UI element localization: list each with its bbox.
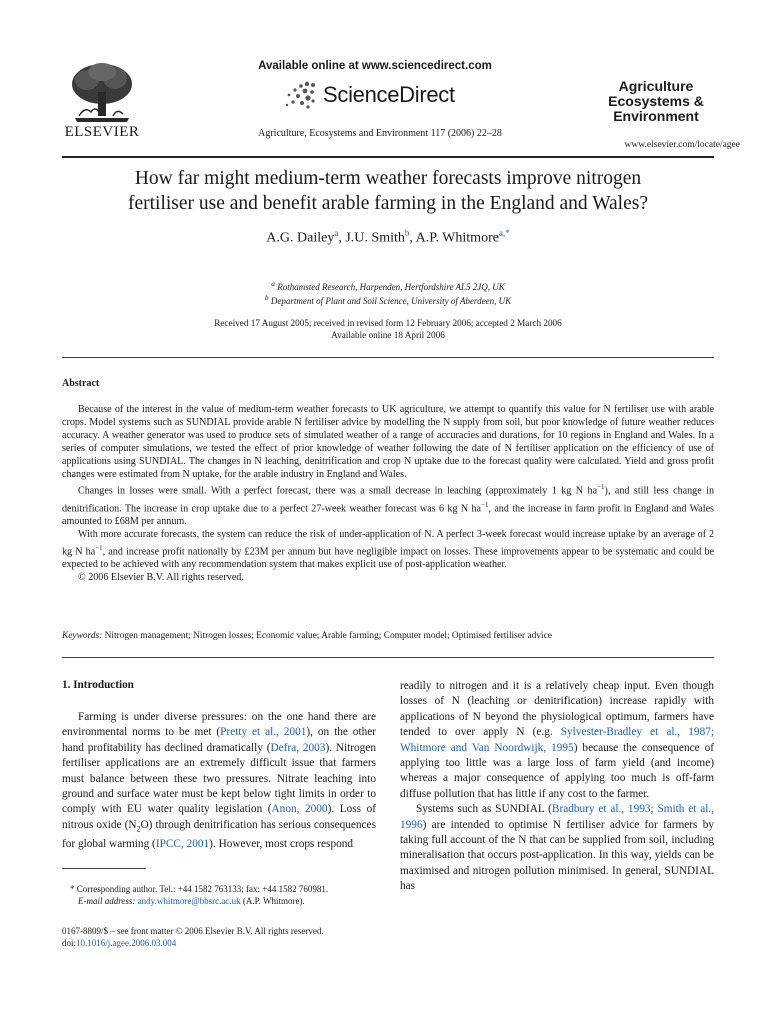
abstract-text: With more accurate forecasts, the system can reduce the risk of under-application of N. A perfect 3-week forecast would increase uptake by an average of 2 kg N ha xyxy=(62,528,714,558)
journal-name-line: Agriculture xyxy=(618,78,694,94)
author-affiliation-marker[interactable]: a,* xyxy=(498,228,510,238)
header-divider xyxy=(62,156,714,158)
title-line: How far might medium-term weather forecasts improve nitrogen xyxy=(134,168,642,189)
available-online-text[interactable]: Available online at www.sciencedirect.com xyxy=(258,60,492,72)
body-text: ) because the consequence of applying too little was a large loss of farm yield (and income) whereas a major consequence of applying too much is off-farm diffuse pollution that has little if any cost to the farmer. xyxy=(400,741,714,800)
affiliation xyxy=(62,293,714,306)
corresponding-author-footnote xyxy=(62,883,392,907)
email-suffix: (A.P. Whitmore). xyxy=(240,896,305,906)
unit-superscript: −1 xyxy=(95,543,103,552)
received-dates: Received 17 August 2005; received in revised form 12 February 2006; accepted 2 March 2006 xyxy=(214,318,562,328)
author-name: A.P. Whitmore xyxy=(415,230,499,246)
elsevier-tree-icon xyxy=(65,60,139,124)
doi-label: doi: xyxy=(62,938,77,949)
right-column xyxy=(400,679,714,895)
reference-link[interactable]: Bradbury et al., 1993; Smith et al., 1996 xyxy=(400,803,715,831)
author-list xyxy=(62,228,714,247)
sciencedirect-logo[interactable] xyxy=(283,78,455,112)
sciencedirect-dots-icon xyxy=(283,80,319,110)
abstract-text: ), and still less change in denitrification. The increase in crop uptake due to a perfect 27-week weather forecast was 6 kg N ha xyxy=(62,485,715,515)
body-text: readily to nitrogen and it is a relatively cheap input. Even though losses of N (leaching or denitrification) increase rapidly with applications of N beyond the physiological optimum, farmers have tended to over apply N (e.g. xyxy=(400,680,714,739)
body-text: O) through denitrification has serious consequences for global warming ( xyxy=(62,818,376,850)
body-paragraph xyxy=(400,679,714,802)
reference-link[interactable]: Pretty et al., 2001 xyxy=(220,726,307,739)
title-line: fertiliser use and benefit arable farming in the England and Wales? xyxy=(127,193,649,214)
author-affiliation-marker[interactable]: a xyxy=(334,228,339,238)
email-line xyxy=(62,895,392,907)
affiliation-marker: b xyxy=(264,293,269,302)
keywords xyxy=(62,631,714,641)
doi-link[interactable]: 10.1016/j.agee.2006.03.004 xyxy=(76,938,177,949)
body-text: ), on the other hand profitability has declined dramatically ( xyxy=(62,726,377,754)
publisher-name: ELSEVIER xyxy=(64,124,140,140)
author-separator: , xyxy=(409,230,416,246)
abstract-body xyxy=(62,404,714,585)
keywords-text: Nitrogen management; Nitrogen losses; Economic value; Arable farming; Computer model; Optimised fertiliser advice xyxy=(104,631,552,641)
body-text: ). However, most crops respond xyxy=(209,837,354,850)
body-text: ) are intended to optimise N fertiliser advice for farmers by taking full account of the N that can be supplied from soil, including mineralisation that occurs post-application. In this way, yields can be maximised and nitrogen pollution minimised. In general, SUNDIAL has xyxy=(400,818,714,893)
body-paragraph xyxy=(62,710,376,852)
affiliation-marker: a xyxy=(271,279,275,288)
abstract-top-divider xyxy=(62,357,714,358)
journal-name xyxy=(582,79,730,124)
body-text: ). Nitrogen fertiliser applications are an extremely difficult issue that farmers must balance between these two pressures. Nitrate leaching into ground and surface water must be kept below tight limits in order to comply with EU water quality legislation ( xyxy=(62,741,376,816)
abstract-text: , and increase profit nationally by £23M per annum but have negligible impact on losses. These improvements appear to be systematic and could be expected to be achieved with any recommendation system that makes explicit use of post-application weather. xyxy=(62,546,714,571)
abstract-bottom-divider xyxy=(62,657,714,658)
affiliation-text: Rothamsted Research, Harpenden, Hertfordshire AL5 2JQ, UK xyxy=(277,282,505,292)
author-name: A.G. Dailey xyxy=(266,230,335,246)
abstract-paragraph xyxy=(62,529,714,572)
journal-name-line: Ecosystems & xyxy=(608,93,704,109)
front-matter xyxy=(62,925,392,949)
reference-link[interactable]: IPCC, 2001 xyxy=(155,837,210,850)
footnote-divider xyxy=(62,868,146,869)
body-paragraph xyxy=(400,802,714,894)
journal-name-line: Environment xyxy=(613,108,699,124)
abstract-paragraph: Because of the interest in the value of medium-term weather forecasts to UK agriculture, we attempt to quantify this value for N fertiliser use with arable crops. Model systems such as SUNDIAL provide arable N fertiliser advice by modelling the N supply from soil, but poor knowledge of future weather reduces accuracy. A weather generator was used to produce sets of simulated weather of a range of accuracies and durations, for 10 regions in England and Wales. In a series of computer simulations, we tested the effect of prior knowledge of weather following the date of N fertiliser application on the efficiency of use of applications using SUNDIAL. The changes in N leaching, denitrification and crop N uptake due to the forecast quality were calculated. Yield and gross profit changes were estimated from N uptake, for the arable industry in England and Wales. xyxy=(62,404,714,480)
subscript: 2 xyxy=(136,824,141,834)
reference-link[interactable]: Defra, 2003 xyxy=(270,741,326,754)
email-label: E-mail address: xyxy=(78,896,136,906)
reference-link[interactable]: Anon, 2000 xyxy=(271,803,328,816)
left-column xyxy=(62,710,376,852)
abstract-text: Changes in losses were small. With a perfect forecast, there was a small decrease in leaching (approximately 1 kg N ha xyxy=(78,485,598,497)
abstract-heading: Abstract xyxy=(62,378,100,389)
corresponding-author-text: * Corresponding author. Tel.: +44 1582 763133; fax: +44 1582 760981. xyxy=(70,884,329,894)
issn-line: 0167-8809/$ – see front matter © 2006 Elsevier B.V. All rights reserved. xyxy=(62,926,324,936)
abstract-text: , and the increase in farm profit in England and Wales amounted to £68M per annum. xyxy=(62,503,714,527)
doi-line xyxy=(62,937,392,949)
unit-superscript: −1 xyxy=(481,500,489,509)
abstract-paragraph xyxy=(62,481,714,528)
journal-url-link[interactable]: www.elsevier.com/locate/agee xyxy=(624,140,740,150)
reference-link[interactable]: Sylvester-Bradley et al., 1987; Whitmore and Van Noordwijk, 1995 xyxy=(400,726,714,754)
available-online-date: Available online 18 April 2006 xyxy=(331,330,445,340)
body-text: Farming is under diverse pressures: on the one hand there are environmental norms to be met ( xyxy=(62,711,376,739)
author-affiliation-marker[interactable]: b xyxy=(404,228,410,238)
unit-superscript: −1 xyxy=(597,483,605,492)
article-title xyxy=(62,166,714,216)
journal-citation: Agriculture, Ecosystems and Environment 117 (2006) 22–28 xyxy=(258,128,502,139)
sciencedirect-wordmark: ScienceDirect xyxy=(323,82,455,107)
body-text: Systems such as SUNDIAL ( xyxy=(416,803,552,816)
copyright-notice: © 2006 Elsevier B.V. All rights reserved. xyxy=(78,571,244,583)
affiliation xyxy=(62,279,714,292)
author-separator: , xyxy=(338,230,346,246)
elsevier-logo xyxy=(62,60,142,146)
email-link[interactable]: andy.whitmore@bbsrc.ac.uk xyxy=(137,896,241,906)
keywords-label: Keywords: xyxy=(62,631,103,641)
author-name: J.U. Smith xyxy=(345,230,405,246)
affiliation-text: Department of Plant and Soil Science, University of Aberdeen, UK xyxy=(270,296,512,306)
section-heading: 1. Introduction xyxy=(62,679,134,691)
body-text: ). Loss of nitrous oxide (N xyxy=(62,803,376,831)
